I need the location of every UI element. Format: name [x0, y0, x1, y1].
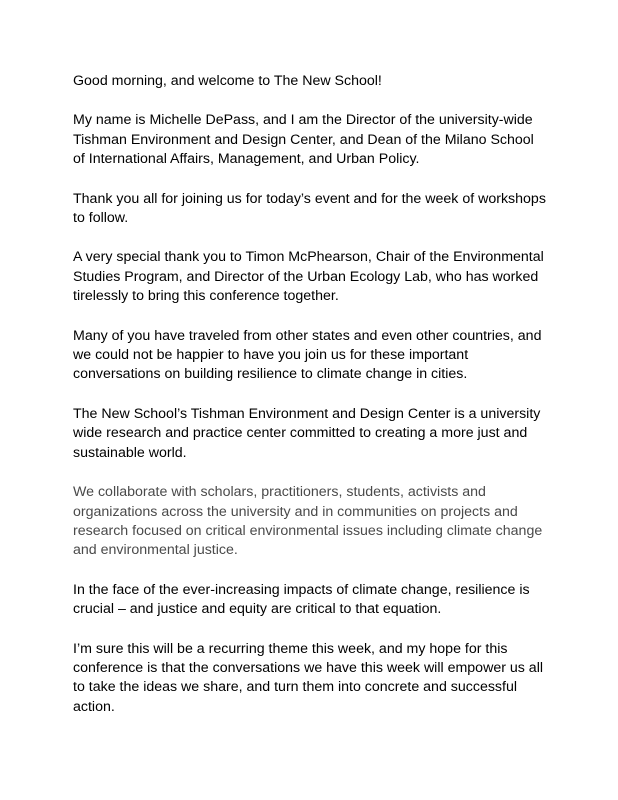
paragraph-special-thanks [73, 248, 553, 306]
text-line: of International Affairs, Management, and Urban Policy. [73, 151, 420, 168]
text-line: to follow. [73, 210, 129, 227]
text-line: conversations on building resilience to climate change in cities. [73, 366, 468, 383]
text-line: Thank you all for joining us for today’s event and for the week of workshops [73, 190, 546, 207]
text-line: Many of you have traveled from other states and even other countries, and [73, 327, 542, 344]
text-line: conference is that the conversations we have this week will empower us all [73, 659, 543, 676]
paragraph-closing [73, 640, 553, 718]
paragraph-collaboration [73, 483, 553, 561]
paragraph-introduction [73, 111, 553, 169]
text-line: The New School’s Tishman Environment and Design Center is a university [73, 405, 541, 422]
text-line: to take the ideas we share, and turn them into concrete and successful [73, 679, 518, 696]
text-line: organizations across the university and in communities on projects and [73, 503, 518, 520]
paragraph-center-description [73, 405, 553, 463]
text-line: tirelessly to bring this conference together. [73, 288, 339, 305]
paragraph-greeting [73, 72, 553, 91]
paragraph-thanks [73, 190, 553, 229]
paragraph-travelers [73, 327, 553, 385]
text-line: Good morning, and welcome to The New School! [73, 73, 382, 89]
text-line: research focused on critical environmental issues including climate change [73, 522, 543, 539]
text-line: We collaborate with scholars, practitioners, students, activists and [73, 484, 486, 501]
text-line: I’m sure this will be a recurring theme this week, and my hope for this [73, 640, 508, 657]
text-line: crucial – and justice and equity are critical to that equation. [73, 601, 442, 618]
paragraph-resilience [73, 581, 553, 620]
text-line: action. [73, 698, 115, 715]
text-line: Studies Program, and Director of the Urban Ecology Lab, who has worked [73, 268, 539, 285]
text-line: wide research and practice center committed to creating a more just and [73, 425, 528, 442]
text-line: we could not be happier to have you join us for these important [73, 347, 469, 364]
text-line: My name is Michelle DePass, and I am the Director of the university-wide [73, 112, 533, 129]
speech-text [73, 72, 553, 737]
text-line: A very special thank you to Timon McPhearson, Chair of the Environmental [73, 249, 544, 266]
text-line: sustainable world. [73, 444, 187, 461]
text-line: In the face of the ever-increasing impacts of climate change, resilience is [73, 581, 530, 598]
text-line: and environmental justice. [73, 542, 238, 559]
text-line: Tishman Environment and Design Center, and Dean of the Milano School [73, 131, 534, 148]
